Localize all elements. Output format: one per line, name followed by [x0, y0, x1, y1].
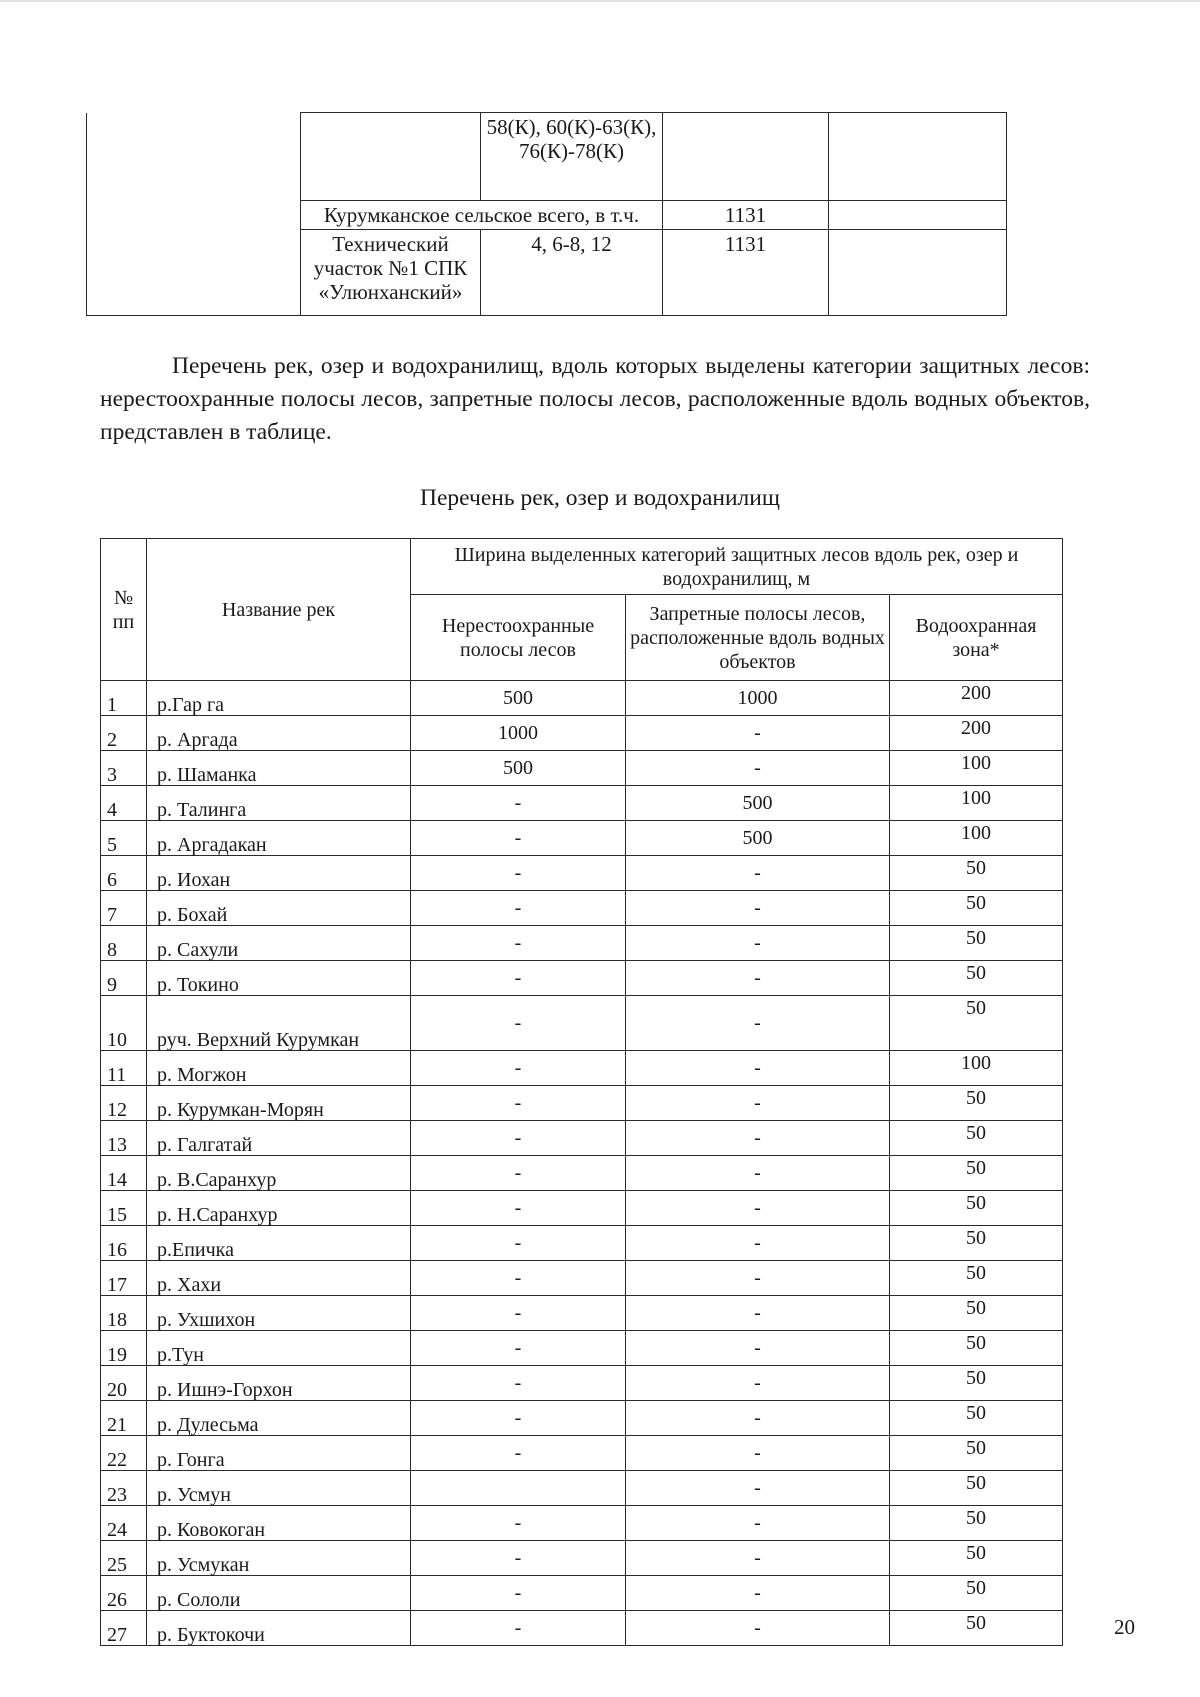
row-number: 7: [101, 891, 147, 926]
spawning-value: -: [411, 1121, 626, 1156]
water-zone-value: 50: [890, 1086, 1063, 1121]
table-row: [101, 891, 1063, 926]
river-name: р. Ухшихон: [147, 1296, 411, 1331]
river-name: р. Могжон: [147, 1051, 411, 1086]
river-name: р.Епичка: [147, 1226, 411, 1261]
empty-cell: [829, 230, 1007, 316]
forbidden-value: -: [626, 996, 890, 1051]
water-zone-value: 50: [890, 1121, 1063, 1156]
water-zone-value: 50: [890, 1541, 1063, 1576]
water-zone-value: 50: [890, 1156, 1063, 1191]
table-row: [101, 1331, 1063, 1366]
river-name: р. Иохан: [147, 856, 411, 891]
spawning-value: -: [411, 1611, 626, 1646]
scan-edge-line: [0, 0, 1200, 2]
row-number: 18: [101, 1296, 147, 1331]
forbidden-value: -: [626, 926, 890, 961]
river-name: р. Сололи: [147, 1576, 411, 1611]
table-row: [101, 1051, 1063, 1086]
river-name: р. Сахули: [147, 926, 411, 961]
plots-table-fragment: [86, 112, 1007, 316]
river-name: р. Н.Саранхур: [147, 1191, 411, 1226]
row-number: 6: [101, 856, 147, 891]
table-row: [101, 1576, 1063, 1611]
row-number: 9: [101, 961, 147, 996]
water-zone-value: 50: [890, 926, 1063, 961]
forbidden-value: -: [626, 1541, 890, 1576]
water-zone-value: 50: [890, 996, 1063, 1051]
water-zone-value: 50: [890, 1366, 1063, 1401]
spawning-value: -: [411, 1191, 626, 1226]
table-row: [101, 1121, 1063, 1156]
forbidden-value: -: [626, 716, 890, 751]
row-number: 5: [101, 821, 147, 856]
water-zone-value: 100: [890, 821, 1063, 856]
forbidden-value: -: [626, 1471, 890, 1506]
water-zone-value: 50: [890, 1506, 1063, 1541]
plots-cell: 4, 6-8, 12: [481, 230, 663, 316]
table-row: [101, 1436, 1063, 1471]
river-name: р. Ковокоган: [147, 1506, 411, 1541]
forbidden-value: -: [626, 1611, 890, 1646]
table-body: [101, 681, 1063, 1646]
header-name: Название рек: [147, 539, 411, 681]
water-zone-value: 100: [890, 786, 1063, 821]
spawning-value: -: [411, 1086, 626, 1121]
spawning-value: -: [411, 1156, 626, 1191]
spawning-value: -: [411, 786, 626, 821]
table-row: [101, 1366, 1063, 1401]
spawning-value: -: [411, 1261, 626, 1296]
spawning-value: -: [411, 1506, 626, 1541]
spawning-value: -: [411, 1576, 626, 1611]
table-title: Перечень рек, озер и водохранилищ: [420, 485, 780, 511]
table-row: [101, 786, 1063, 821]
spawning-value: [411, 1471, 626, 1506]
table-row: [87, 113, 1007, 201]
river-name: р. Курумкан-Морян: [147, 1086, 411, 1121]
forbidden-value: -: [626, 1331, 890, 1366]
spawning-value: -: [411, 891, 626, 926]
row-number: 19: [101, 1331, 147, 1366]
spawning-value: -: [411, 1296, 626, 1331]
forbidden-value: -: [626, 1261, 890, 1296]
river-name: р. Хахи: [147, 1261, 411, 1296]
forbidden-value: 500: [626, 821, 890, 856]
spawning-value: -: [411, 1436, 626, 1471]
table-row: [101, 856, 1063, 891]
header-num: № пп: [101, 539, 147, 681]
table-row: [101, 1401, 1063, 1436]
row-number: 12: [101, 1086, 147, 1121]
spawning-value: -: [411, 961, 626, 996]
row-number: 4: [101, 786, 147, 821]
table-row: [101, 821, 1063, 856]
spawning-value: -: [411, 1541, 626, 1576]
river-name: р. Дулесьма: [147, 1401, 411, 1436]
row-number: 26: [101, 1576, 147, 1611]
area-cell: 1131: [663, 201, 829, 230]
table-row: [101, 1611, 1063, 1646]
forbidden-value: 500: [626, 786, 890, 821]
river-name: р. Ишнэ-Горхон: [147, 1366, 411, 1401]
forbidden-value: -: [626, 961, 890, 996]
row-number: 10: [101, 996, 147, 1051]
empty-cell: [301, 113, 481, 201]
river-name: р. Буктокочи: [147, 1611, 411, 1646]
table-row: [101, 751, 1063, 786]
spawning-value: -: [411, 1331, 626, 1366]
row-number: 8: [101, 926, 147, 961]
river-name: р.Гар га: [147, 681, 411, 716]
header-spawning: Нерестоохранные полосы лесов: [411, 595, 626, 681]
river-name: р. В.Саранхур: [147, 1156, 411, 1191]
row-number: 25: [101, 1541, 147, 1576]
forbidden-value: -: [626, 1366, 890, 1401]
forbidden-value: -: [626, 1506, 890, 1541]
forbidden-value: -: [626, 1296, 890, 1331]
river-name: р. Шаманка: [147, 751, 411, 786]
water-zone-value: 100: [890, 1051, 1063, 1086]
water-zone-value: 50: [890, 1611, 1063, 1646]
river-name: р.Тун: [147, 1331, 411, 1366]
row-number: 24: [101, 1506, 147, 1541]
river-name: р. Талинга: [147, 786, 411, 821]
rivers-table: [100, 538, 1063, 1646]
water-zone-value: 100: [890, 751, 1063, 786]
forbidden-value: -: [626, 1086, 890, 1121]
plots-cell: 58(К), 60(К)-63(К), 76(К)-78(К): [481, 113, 663, 201]
empty-cell: [829, 201, 1007, 230]
row-number: 14: [101, 1156, 147, 1191]
river-name: руч. Верхний Курумкан: [147, 996, 411, 1051]
table-row: [101, 961, 1063, 996]
forbidden-value: -: [626, 1401, 890, 1436]
forbidden-value: -: [626, 891, 890, 926]
empty-cell: [663, 113, 829, 201]
table-row: [101, 1506, 1063, 1541]
row-number: 17: [101, 1261, 147, 1296]
table-row: [101, 1541, 1063, 1576]
spawning-value: 500: [411, 681, 626, 716]
table-row: [101, 716, 1063, 751]
forbidden-value: -: [626, 1051, 890, 1086]
water-zone-value: 50: [890, 1401, 1063, 1436]
water-zone-value: 50: [890, 1331, 1063, 1366]
forbidden-value: -: [626, 1191, 890, 1226]
water-zone-value: 200: [890, 716, 1063, 751]
empty-cell: [87, 113, 301, 316]
spawning-value: -: [411, 1366, 626, 1401]
row-number: 16: [101, 1226, 147, 1261]
forbidden-value: -: [626, 751, 890, 786]
row-number: 20: [101, 1366, 147, 1401]
table-row: [101, 1471, 1063, 1506]
water-zone-value: 50: [890, 891, 1063, 926]
forbidden-value: -: [626, 1436, 890, 1471]
spawning-value: 1000: [411, 716, 626, 751]
water-zone-value: 50: [890, 1471, 1063, 1506]
empty-cell: [829, 113, 1007, 201]
table-row: [101, 1086, 1063, 1121]
row-number: 23: [101, 1471, 147, 1506]
table-row: [101, 681, 1063, 716]
spawning-value: -: [411, 926, 626, 961]
header-forbidden: Запретные полосы лесов, расположенные вдоль водных объектов: [626, 595, 890, 681]
water-zone-value: 50: [890, 856, 1063, 891]
table-row: [101, 1296, 1063, 1331]
page-number: 20: [1114, 1615, 1135, 1639]
header-water-zone: Водоохранная зона*: [890, 595, 1063, 681]
row-number: 13: [101, 1121, 147, 1156]
forbidden-value: -: [626, 1156, 890, 1191]
header-row: [101, 539, 1063, 595]
table-row: [101, 1226, 1063, 1261]
row-number: 21: [101, 1401, 147, 1436]
water-zone-value: 50: [890, 1261, 1063, 1296]
row-number: 1: [101, 681, 147, 716]
table-row: [101, 996, 1063, 1051]
river-name: р. Усмун: [147, 1471, 411, 1506]
river-name: р. Аргадакан: [147, 821, 411, 856]
row-number: 27: [101, 1611, 147, 1646]
water-zone-value: 50: [890, 961, 1063, 996]
table-row: [101, 1261, 1063, 1296]
river-name: р. Токино: [147, 961, 411, 996]
row-number: 15: [101, 1191, 147, 1226]
river-name: р. Гонга: [147, 1436, 411, 1471]
forbidden-value: -: [626, 1226, 890, 1261]
spawning-value: 500: [411, 751, 626, 786]
spawning-value: -: [411, 1226, 626, 1261]
water-zone-value: 50: [890, 1191, 1063, 1226]
river-name: р. Галгатай: [147, 1121, 411, 1156]
river-name: р. Аргада: [147, 716, 411, 751]
area-cell: 1131: [663, 230, 829, 316]
forbidden-value: -: [626, 856, 890, 891]
forbidden-value: -: [626, 1576, 890, 1611]
forbidden-value: -: [626, 1121, 890, 1156]
spawning-value: -: [411, 821, 626, 856]
water-zone-value: 50: [890, 1576, 1063, 1611]
total-label-cell: Курумканское сельское всего, в т.ч.: [301, 201, 663, 230]
row-number: 3: [101, 751, 147, 786]
intro-paragraph: Перечень рек, озер и водохранилищ, вдоль которых выделены категории защитных лесов: нерестоохранные полосы лесов, запретные полосы лесов, расположенные вдоль водных объектов, представлен в таблице.: [100, 353, 1090, 445]
table-row: [101, 926, 1063, 961]
water-zone-value: 200: [890, 681, 1063, 716]
spawning-value: -: [411, 1051, 626, 1086]
table-row: [101, 1156, 1063, 1191]
water-zone-value: 50: [890, 1226, 1063, 1261]
plot-name-cell: Технический участок №1 СПК «Улюнханский»: [301, 230, 481, 316]
water-zone-value: 50: [890, 1296, 1063, 1331]
river-name: р. Усмукан: [147, 1541, 411, 1576]
spawning-value: -: [411, 996, 626, 1051]
river-name: р. Бохай: [147, 891, 411, 926]
row-number: 2: [101, 716, 147, 751]
row-number: 22: [101, 1436, 147, 1471]
spawning-value: -: [411, 856, 626, 891]
header-group: Ширина выделенных категорий защитных лесов вдоль рек, озер и водохранилищ, м: [411, 539, 1063, 595]
forbidden-value: 1000: [626, 681, 890, 716]
row-number: 11: [101, 1051, 147, 1086]
table-row: [101, 1191, 1063, 1226]
water-zone-value: 50: [890, 1436, 1063, 1471]
spawning-value: -: [411, 1401, 626, 1436]
